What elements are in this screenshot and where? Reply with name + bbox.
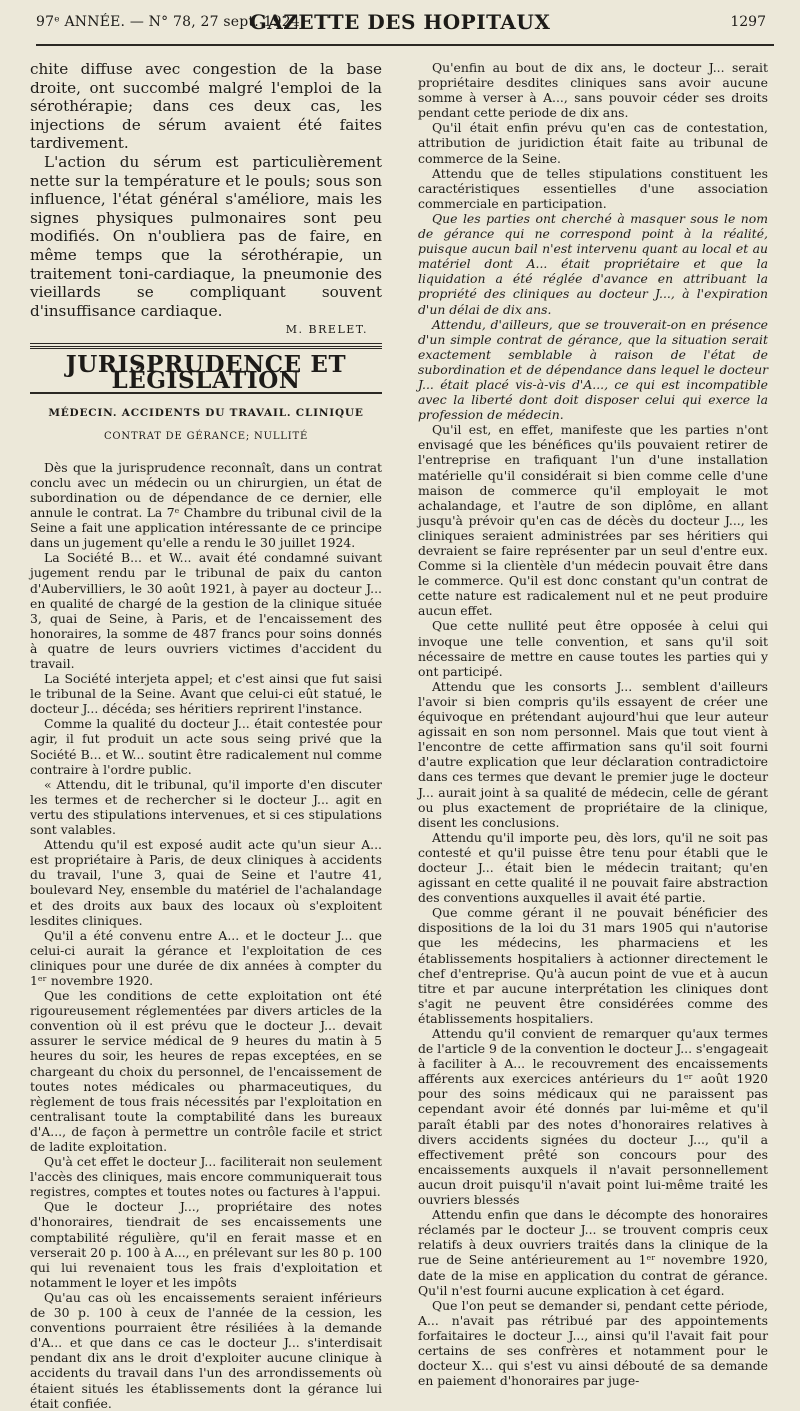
body-paragraph: Attendu qu'il convient de remarquer qu'aux termes de l'article 9 de la convention le docteur J... s'engageait à faciliter à A... le recouvrement des encaissements afférents aux exercices antérieurs du 1ᵉʳ août 1920 pour des soins médicaux qui ne paraissent pas cependant avoir été donnés par lui-même et qu'il paraît établi par des notes d'honoraires relatives à divers accidents signées du docteur J..., qu'il a effectivement prêté son concours pour des encaissements auxquels il n'avait personnellement aucun droit puisqu'il n'avait point lui-même traité les ouvriers blessés [418, 1026, 768, 1208]
page-header [0, 0, 800, 48]
body-paragraph: Que cette nullité peut être opposée à celui qui invoque une telle convention, et sans qu'il soit nécessaire de mettre en cause toutes les parties qui y ont participé. [418, 618, 768, 679]
section-title: JURISPRUDENCE ET LÉGISLATION [65, 351, 347, 394]
body-paragraph: Qu'il était enfin prévu qu'en cas de contestation, attribution de juridiction était faite au tribunal de commerce de la Seine. [418, 120, 768, 166]
body-paragraph: Attendu qu'il est exposé audit acte qu'un sieur A... est propriétaire à Paris, de deux cliniques à accidents du travail, l'une 3, quai de Seine et l'autre 41, boulevard Ney, ensemble du matériel de l'achalandage et des droits aux baux des locaux où s'exploitent lesdites cliniques. [30, 837, 382, 928]
section-divider [30, 343, 382, 349]
left-column [30, 60, 382, 1411]
issue-info: 97ᵉ ANNÉE. — N° 78, 27 sept. 1924. [36, 14, 305, 30]
right-column [418, 60, 768, 1389]
body-paragraph: La Société B... et W... avait été condamné suivant jugement rendu par le tribunal de paix du canton d'Aubervilliers, le 30 août 1921, à payer au docteur J... en qualité de chargé de la gestion de la clinique située 3, quai de Seine, à Paris, et de l'encaissement des honoraires, la somme de 487 francs pour soins donnés à quatre de leurs ouvriers victimes d'accident du travail. [30, 550, 382, 671]
article-body-continued [418, 60, 768, 1388]
journal-title: GAZETTE DES HOPITAUX [249, 10, 551, 34]
body-paragraph: « Attendu, dit le tribunal, qu'il importe d'en discuter les termes et de rechercher si le docteur J... agit en vertu des stipulations intervenues, et si ces stipulations sont valables. [30, 776, 382, 838]
body-paragraph: Dès que la jurisprudence reconnaît, dans un contrat conclu avec un médecin ou un chirurgien, un état de subordination ou de dépendance de ce dernier, elle annule le contrat. La 7ᵉ Chambre du tribunal civil de la Seine a fait une application intéressante de ce principe dans un jugement qu'elle a rendu le 30 juillet 1924. [30, 459, 382, 551]
continued-paragraph: chite diffuse avec congestion de la base droite, ont succombé malgré l'emploi de la sérothérapie; dans ces deux cas, les injections de sérum avaient été faites tardivement. [30, 60, 382, 153]
article-subtitle: CONTRAT DE GÉRANCE; NULLITÉ [103, 430, 309, 442]
body-paragraph: Que les parties ont cherché à masquer sous le nom de gérance qui ne correspond point à la réalité, puisque aucun bail n'est intervenu quant au local et au matériel dont A... était propriétaire et que la liquidation a été réglée d'avance en attribuant la propriété des cliniques au docteur J..., à l'expiration d'un délai de dix ans. [418, 210, 768, 317]
body-paragraph: Que les conditions de cette exploitation ont été rigoureusement réglementées par divers articles de la convention où il est prévu que le docteur J... devait assurer le service médical de 9 heures du matin à 5 heures du soir, les heures de repas exceptées, en se chargeant du choix du personnel, de l'encaissement de toutes notes médicales ou pharmaceutiques, du règlement de tous frais nécessités par l'exploitation en centralisant toute la comptabilité dans les bureaux d'A..., de façon à permettre un contrôle facile et strict de ladite exploitation. [30, 988, 382, 1154]
article-body [30, 460, 382, 1411]
body-paragraph: Attendu que les consorts J... semblent d'ailleurs l'avoir si bien compris qu'ils essayent de créer une équivoque en prétendant aujourd'hui que leur auteur agissait en son nom personnel. Mais que tout vient à l'encontre de cette affirmation sans qu'il soit fourni d'autre explication que leur déclaration contradictoire dans ces termes que devant le premier juge le docteur J... aurait joint à sa qualité de médecin, celle de gérant ou plus exactement de propriétaire de la clinique, disent les conclusions. [418, 678, 768, 830]
body-paragraph: Qu'il a été convenu entre A... et le docteur J... que celui-ci aurait la gérance et l'exploitation de ces cliniques pour une durée de dix années à compter du 1ᵉʳ novembre 1920. [30, 927, 382, 988]
body-paragraph: Que l'on peut se demander si, pendant cette période, A... n'avait pas rétribué par des appointements forfaitaires le docteur J..., ainsi qu'il l'avait fait pour certains de ses confrères et notamment pour le docteur X... qui s'est vu ainsi débouté de sa demande en paiement d'honoraires par juge- [418, 1297, 768, 1389]
body-paragraph: Attendu qu'il importe peu, dès lors, qu'il ne soit pas contesté et qu'il puisse être tenu pour établi que le docteur J... était bien le médecin traitant; qu'en agissant en cette qualité il ne pouvait faire abstraction des conventions auxquelles il avait été partie. [418, 829, 768, 906]
header-rule [36, 44, 774, 46]
body-paragraph: Qu'enfin au bout de dix ans, le docteur J... serait propriétaire desdites cliniques sans avoir aucune somme à verser à A..., sans pouvoir céder ses droits pendant cette periode de dix ans. [418, 60, 768, 121]
body-paragraph: Que comme gérant il ne pouvait bénéficier des dispositions de la loi du 31 mars 1905 qui n'autorise que les médecins, les pharmaciens et les établissements hospitaliers à actionner directement le chef d'entreprise. Qu'à aucun point de vue et à aucun titre et par aucune interprétation les cliniques dont s'agit ne peuvent être considérées comme des établissements hospitaliers. [418, 905, 768, 1026]
article-title: MÉDECIN. ACCIDENTS DU TRAVAIL. CLINIQUE [48, 406, 364, 419]
body-paragraph: Attendu, d'ailleurs, que se trouverait-on en présence d'un simple contrat de gérance, que la situation serait exactement semblable à raison de l'état de subordination et de dépendance dans lequel le docteur J... était placé vis-à-vis d'A..., ce qui est incompatible avec la liberté dont doit disposer celui qui exerce la profession de médecin. [418, 316, 768, 423]
body-paragraph: Attendu enfin que dans le décompte des honoraires réclamés par le docteur J... se trouvent compris ceux relatifs à deux ouvriers traités dans la clinique de la rue de Seine antérieurement au 1ᵉʳ novembre 1920, date de la mise en application du contrat de gérance. Qu'il n'est fourni aucune explication à cet égard. [418, 1207, 768, 1298]
body-paragraph: Comme la qualité du docteur J... était contestée pour agir, il fut produit un acte sous seing privé que la Société B... et W... soutint être radicalement nul comme contraire à l'ordre public. [30, 716, 382, 777]
author-signature: M. BRELET. [285, 323, 368, 337]
body-paragraph: Qu'au cas où les encaissements seraient inférieurs de 30 p. 100 à ceux de l'année de la cession, les conventions pourraient être résiliées à la demande d'A... et que dans ce cas le docteur J... s'interdisait pendant dix ans le droit d'exploiter aucune clinique à accidents du travail dans l'un des arrondissements où étaient situés les établissements dont la gérance lui était confiée. [30, 1289, 382, 1411]
body-paragraph: Qu'il est, en effet, manifeste que les parties n'ont envisagé que les bénéfices qu'ils pouvaient retirer de l'entreprise en trafiquant l'un d'une installation matérielle qu'il considérait si bien comme celle d'une maison de commerce qu'il employait le mot achalandage, et l'autre de son diplôme, en allant jusqu'à prévoir qu'en cas de décès du docteur J..., les cliniques seraient administrées par ses héritiers qui devraient se faire représenter par un seul d'entre eux. Comme si la clientèle d'un médecin pouvait être dans le commerce. Qu'il est donc constant qu'un contrat de cette nature est radicalement nul et ne peut produire aucun effet. [418, 422, 768, 619]
body-paragraph: Que le docteur J..., propriétaire des notes d'honoraires, tiendrait de ses encaissements une comptabilité régulière, qu'il en ferait masse et en verserait 20 p. 100 à A..., en prélevant sur les 80 p. 100 qui lui revenaient tous les frais d'exploitation et notamment le loyer et les impôts [30, 1199, 382, 1290]
body-paragraph: Attendu que de telles stipulations constituent les caractéristiques essentielles d'une association commerciale en participation. [418, 165, 768, 211]
body-paragraph: Qu'à cet effet le docteur J... faciliterait non seulement l'accès des cliniques, mais encore communiquerait tous registres, comptes et toutes notes ou factures à l'appui. [30, 1154, 382, 1200]
continued-paragraph: L'action du sérum est particulièrement nette sur la température et le pouls; sous son influence, l'état général s'améliore, mais les signes physiques pulmonaires sont peu modifiés. On n'oubliera pas de faire, en même temps que la sérothérapie, un traitement toni-cardiaque, la pneumonie des vieillards se compliquant souvent d'insuffisance cardiaque. [30, 152, 382, 320]
page-number: 1297 [730, 14, 766, 30]
body-paragraph: La Société interjeta appel; et c'est ainsi que fut saisi le tribunal de la Seine. Avant que celui-ci eût statué, le docteur J... décéda; ses héritiers reprirent l'instance. [30, 671, 382, 717]
